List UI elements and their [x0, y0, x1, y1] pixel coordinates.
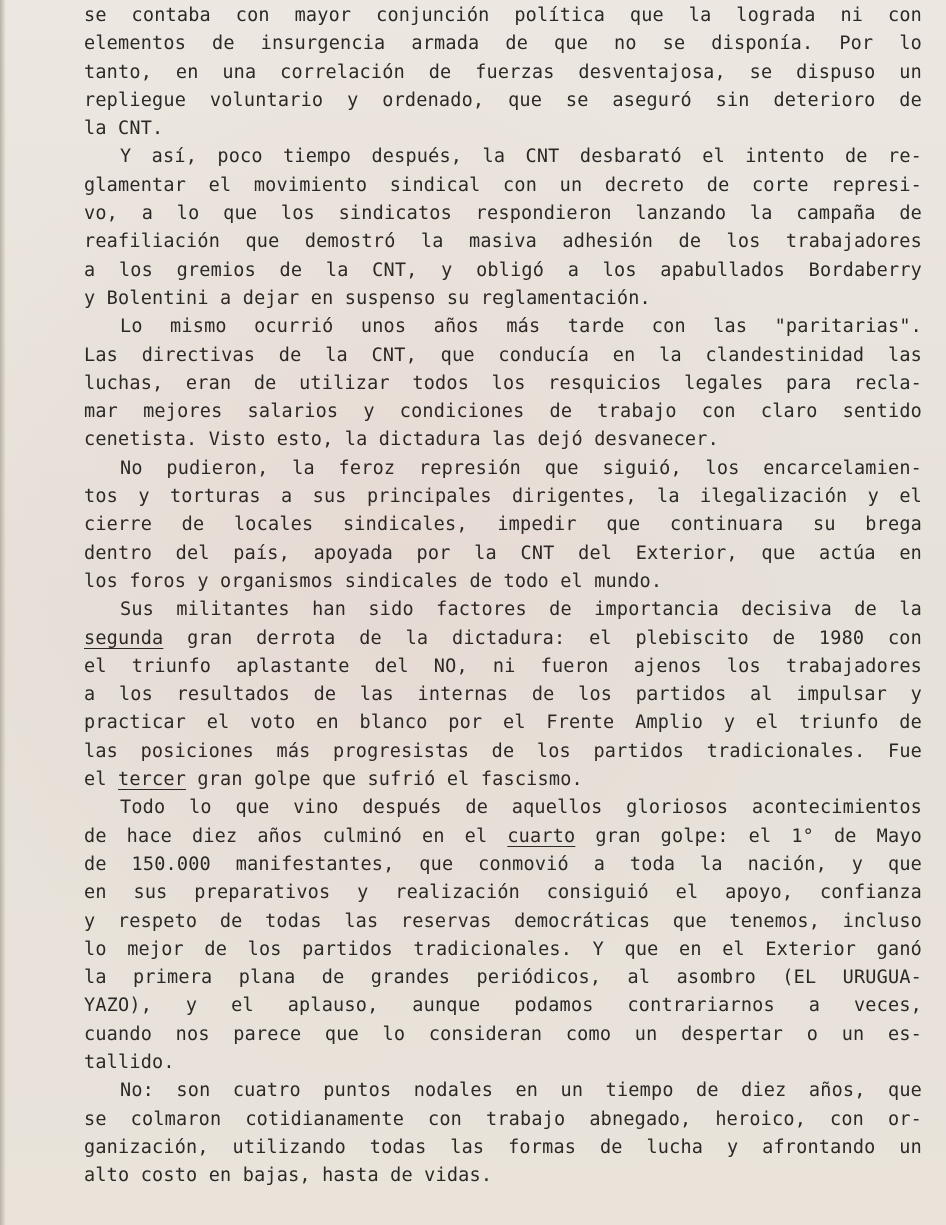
text-line: a los gremios de la CNT, y obligó a los apabullados Bordaberry [84, 259, 922, 281]
text-line: en sus preparativos y realización consiguió el apoyo, confianza [84, 882, 922, 904]
text-line: luchas, eran de utilizar todos los resquicios legales para recla- [84, 372, 922, 394]
document-body [84, 2, 922, 1190]
text-line: cuando nos parece que lo consideran como un despertar o un es- [84, 1023, 922, 1045]
text-line: y respeto de todas las reservas democráticas que tenemos, incluso [84, 910, 922, 932]
text-line: ganización, utilizando todas las formas de lucha y afrontando un [84, 1136, 922, 1158]
text-line: a los resultados de las internas de los partidos al impulsar y [84, 684, 922, 706]
paragraph-1 [84, 2, 922, 143]
text-line: cierre de locales sindicales, impedir que continuara su brega [84, 514, 922, 536]
text-line-with-underline: el tercer gran golpe que sufrió el fascismo. [84, 769, 583, 791]
text-line: Todo lo que vino después de aquellos gloriosos acontecimientos [120, 797, 922, 819]
text-line: reafiliación que demostró la masiva adhesión de los trabajadores [84, 231, 922, 253]
text-line: las posiciones más progresistas de los partidos tradicionales. Fue [84, 740, 922, 762]
underlined-word: cuarto [507, 825, 576, 847]
text-line: se colmaron cotidianamente con trabajo abnegado, heroico, con or- [84, 1108, 922, 1130]
underlined-word: segunda [84, 627, 164, 649]
text-line: Sus militantes han sido factores de importancia decisiva de la [120, 599, 922, 621]
text-line: dentro del país, apoyada por la CNT del Exterior, que actúa en [84, 542, 922, 564]
text-line: Las directivas de la CNT, que conducía en la clandestinidad las [84, 344, 922, 366]
text-line: los foros y organismos sindicales de todo el mundo. [84, 570, 663, 592]
paragraph-3 [84, 313, 922, 454]
text-line-with-underline: de hace diez años culminó en el cuarto gran golpe: el 1° de Mayo [84, 825, 922, 847]
text-line: alto costo en bajas, hasta de vidas. [84, 1165, 493, 1187]
text-line: Y así, poco tiempo después, la CNT desbarató el intento de re- [120, 146, 922, 168]
text-line: practicar el voto en blanco por el Frente Amplio y el triunfo de [84, 712, 922, 734]
paragraph-4 [84, 455, 922, 596]
text-line: lo mejor de los partidos tradicionales. Y que en el Exterior ganó [84, 938, 922, 960]
underlined-word: tercer [118, 769, 187, 791]
paragraph-5 [84, 596, 922, 794]
page-edge-shadow [0, 0, 6, 1225]
paragraph-7 [84, 1077, 922, 1190]
text-line: Lo mismo ocurrió unos años más tarde con las "paritarias". [120, 316, 922, 338]
paragraph-6 [84, 794, 922, 1077]
text-line: tos y torturas a sus principales dirigentes, la ilegalización y el [84, 486, 922, 508]
text-line: tallido. [84, 1051, 175, 1073]
text-line: cenetista. Visto esto, la dictadura las dejó desvanecer. [84, 429, 719, 451]
text-line: y Bolentini a dejar en suspenso su reglamentación. [84, 287, 651, 309]
text-line: vo, a lo que los sindicatos respondieron lanzando la campaña de [84, 203, 922, 225]
paragraph-2 [84, 143, 922, 313]
text-line: mar mejores salarios y condiciones de trabajo con claro sentido [84, 401, 922, 423]
text-line: tanto, en una correlación de fuerzas desventajosa, se dispuso un [84, 61, 922, 83]
text-line: el triunfo aplastante del NO, ni fueron ajenos los trabajadores [84, 655, 922, 677]
text-line: No pudieron, la feroz represión que siguió, los encarcelamien- [120, 457, 922, 479]
text-line: se contaba con mayor conjunción política que la lograda ni con [84, 5, 922, 26]
text-line: repliegue voluntario y ordenado, que se aseguró sin deterioro de [84, 89, 922, 111]
text-line: glamentar el movimiento sindical con un decreto de corte represi- [84, 174, 922, 196]
text-line: YAZO), y el aplauso, aunque podamos contrariarnos a veces, [84, 995, 922, 1017]
text-line-with-underline: segunda gran derrota de la dictadura: el plebiscito de 1980 con [84, 627, 922, 649]
text-line: de 150.000 manifestantes, que conmovió a toda la nación, y que [84, 853, 922, 875]
text-line: la CNT. [84, 118, 164, 140]
text-line: No: son cuatro puntos nodales en un tiempo de diez años, que [120, 1080, 922, 1102]
text-line: la primera plana de grandes periódicos, al asombro (EL URUGUA- [84, 967, 922, 989]
text-line: elementos de insurgencia armada de que no se disponía. Por lo [84, 33, 922, 55]
